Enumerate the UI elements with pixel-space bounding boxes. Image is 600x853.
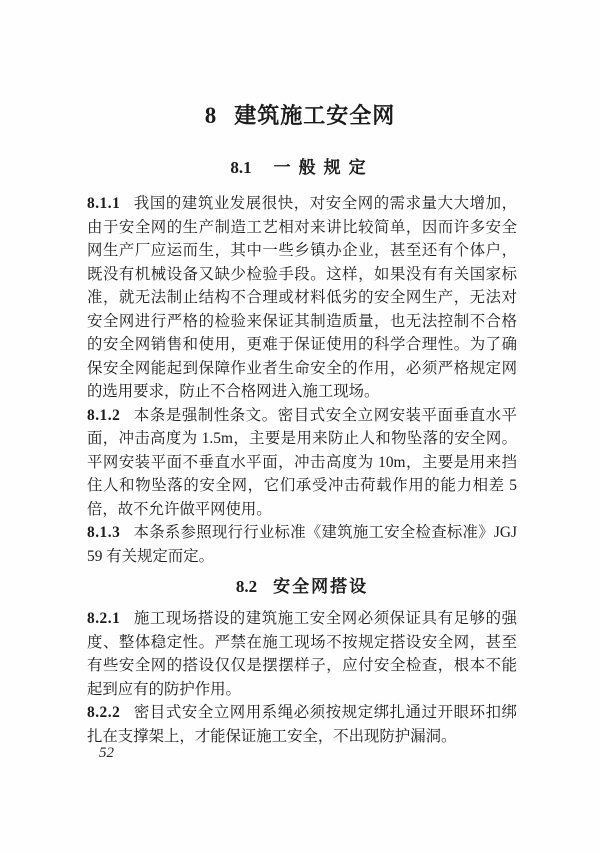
paragraph-number: 8.1.1 [87,195,121,212]
chapter-number: 8 [204,103,218,128]
page-content [87,157,517,748]
paragraph-text: 密目式安全立网用系绳必须按规定绑扎通过开眼环扣绑扎在支撑架上，才能保证施工安全，不出现防护漏洞。 [87,704,517,745]
paragraph-text: 本条系参照现行行业标准《建筑施工安全检查标准》JGJ 59 有关规定而定。 [87,524,517,565]
chapter-name: 建筑施工安全网 [234,103,396,128]
paragraph-text: 我国的建筑业发展很快，对安全网的需求量大大增加，由于安全网的生产制造工艺相对来讲比较简单，因而许多安全网生产厂应运而生，其中一些乡镇办企业，甚至还有个体户，既没有机械设备又缺少检验手段。这样，如果没有有关国家标准，就无法制止结构不合理或材料低劣的安全网生产，无法对安全网进行严格的检验来保证其制造质量，也无法控制不合格的安全网销售和使用，更难于保证使用的科学合理性。为了确保安全网能起到保障作业者生命安全的作用，必须严格规定网的选用要求，防止不合格网进入施工现场。 [87,195,517,400]
section-heading-8-1 [87,157,517,179]
section-number: 8.2 [235,577,258,596]
section-heading-8-2 [87,576,517,598]
paragraph-number: 8.1.3 [87,524,121,541]
section-number: 8.1 [230,158,252,177]
paragraph-number: 8.2.2 [87,704,121,721]
paragraph-8-2-2 [87,701,517,748]
section-title: 安全网搭设 [273,577,369,596]
paragraph-8-2-1 [87,607,517,701]
paragraph-text: 本条是强制性条文。密目式安全立网安装平面垂直水平面，冲击高度为 1.5m，主要是用来防止人和物坠落的安全网。平网安装平面不垂直水平面，冲击高度为 10m，主要是用来挡住人和物坠落的安全网，它们承受冲击荷载作用的能力相差 5 倍，故不允许做平网使用。 [87,406,517,518]
paragraph-text: 施工现场搭设的建筑施工安全网必须保证具有足够的强度、整体稳定性。严禁在施工现场不按规定搭设安全网，甚至有些安全网的搭设仅仅是摆摆样子，应付安全检查，根本不能起到应有的防护作用。 [87,610,517,698]
paragraph-number: 8.1.2 [87,406,121,424]
paragraph-8-1-1 [87,192,517,404]
chapter-title [0,101,600,131]
paragraph-8-1-3 [87,521,517,568]
page-number: 52 [99,745,114,761]
paragraph-number: 8.2.1 [87,610,121,627]
section-title: 一般规定 [273,158,374,177]
paragraph-8-1-2 [87,404,517,522]
